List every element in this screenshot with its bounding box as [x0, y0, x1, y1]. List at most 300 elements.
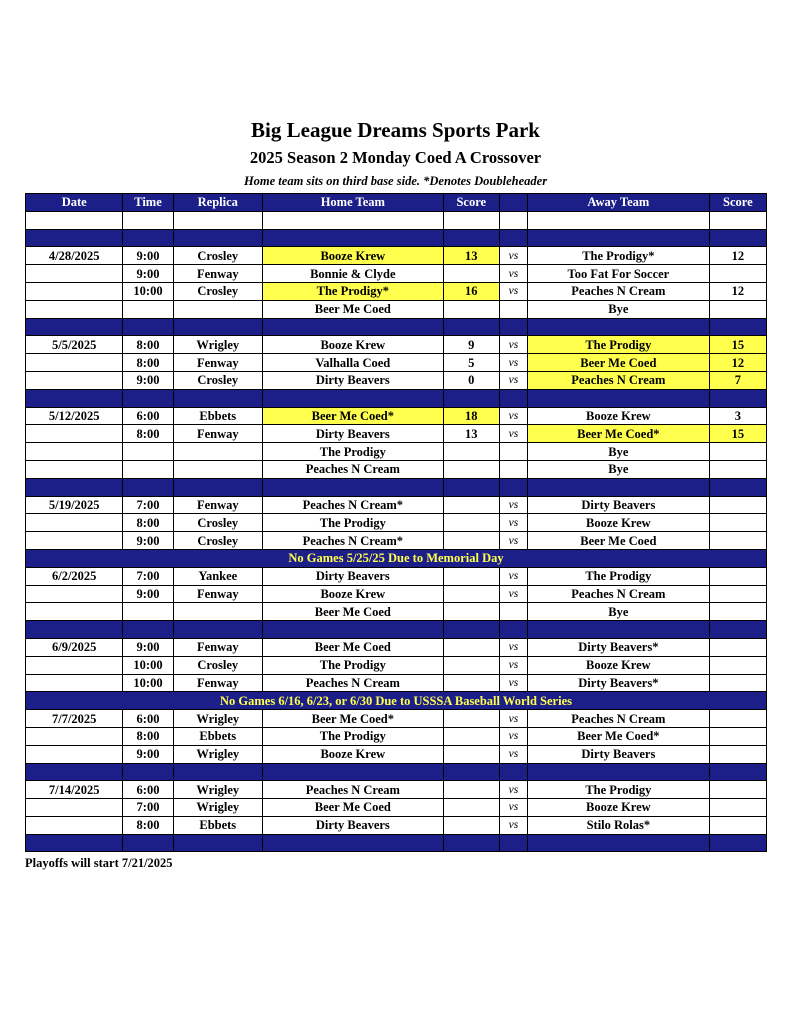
game-row	[26, 336, 767, 354]
away-score-cell	[709, 656, 766, 674]
away-score-cell: 15	[709, 336, 766, 354]
game-row	[26, 247, 767, 265]
time-cell: 10:00	[123, 674, 173, 692]
home-score-cell: 9	[443, 336, 499, 354]
replica-cell: Fenway	[173, 425, 262, 443]
empty-cell	[26, 318, 123, 336]
empty-cell	[26, 834, 123, 852]
vs-cell: vs	[499, 656, 527, 674]
time-cell: 9:00	[123, 585, 173, 603]
home-team-cell: The Prodigy	[262, 656, 443, 674]
vs-cell: vs	[499, 745, 527, 763]
home-team-cell: Booze Krew	[262, 247, 443, 265]
notice-row	[26, 692, 767, 710]
home-team-cell: Booze Krew	[262, 585, 443, 603]
home-score-cell	[443, 585, 499, 603]
replica-cell: Fenway	[173, 496, 262, 514]
away-team-cell: Booze Krew	[528, 656, 710, 674]
date-cell	[26, 585, 123, 603]
date-cell	[26, 514, 123, 532]
vs-cell: vs	[499, 425, 527, 443]
header-home-score: Score	[443, 194, 499, 212]
date-cell	[26, 371, 123, 389]
header-date: Date	[26, 194, 123, 212]
away-score-cell	[709, 781, 766, 799]
home-score-cell: 16	[443, 282, 499, 300]
home-team-cell: Beer Me Coed*	[262, 710, 443, 728]
time-cell	[123, 443, 173, 461]
empty-cell	[262, 478, 443, 496]
date-cell: 6/9/2025	[26, 638, 123, 656]
away-team-cell: Peaches N Cream	[528, 371, 710, 389]
empty-cell	[26, 389, 123, 407]
home-score-cell	[443, 265, 499, 283]
away-team-cell: Peaches N Cream	[528, 282, 710, 300]
vs-cell: vs	[499, 585, 527, 603]
home-score-cell	[443, 638, 499, 656]
time-cell: 7:00	[123, 799, 173, 817]
away-score-cell	[709, 567, 766, 585]
vs-cell: vs	[499, 336, 527, 354]
separator-row	[26, 229, 767, 247]
header-away-team: Away Team	[528, 194, 710, 212]
game-row	[26, 727, 767, 745]
game-row	[26, 799, 767, 817]
home-team-cell: Booze Krew	[262, 336, 443, 354]
home-score-cell	[443, 727, 499, 745]
time-cell	[123, 460, 173, 478]
time-cell: 8:00	[123, 514, 173, 532]
empty-cell	[443, 318, 499, 336]
date-cell	[26, 443, 123, 461]
game-row	[26, 496, 767, 514]
schedule-note: Home team sits on third base side. *Denotes Doubleheader	[243, 174, 548, 188]
empty-cell	[262, 834, 443, 852]
header-away-score: Score	[709, 194, 766, 212]
away-score-cell	[709, 674, 766, 692]
home-score-cell	[443, 745, 499, 763]
separator-row	[26, 389, 767, 407]
date-cell: 7/7/2025	[26, 710, 123, 728]
time-cell: 8:00	[123, 425, 173, 443]
away-score-cell	[709, 460, 766, 478]
time-cell: 6:00	[123, 781, 173, 799]
vs-cell: vs	[499, 282, 527, 300]
away-team-cell: Dirty Beavers	[528, 496, 710, 514]
time-cell: 8:00	[123, 727, 173, 745]
away-score-cell	[709, 496, 766, 514]
notice-text: No Games 6/16, 6/23, or 6/30 Due to USSSA Baseball World Series	[26, 692, 767, 710]
empty-cell	[123, 389, 173, 407]
replica-cell: Ebbets	[173, 727, 262, 745]
separator-row	[26, 478, 767, 496]
empty-cell	[26, 763, 123, 781]
vs-cell: vs	[499, 407, 527, 425]
empty-cell	[443, 621, 499, 639]
away-score-cell	[709, 585, 766, 603]
empty-cell	[173, 834, 262, 852]
separator-row	[26, 318, 767, 336]
home-score-cell	[443, 300, 499, 318]
header-row	[26, 194, 767, 212]
date-cell	[26, 354, 123, 372]
away-team-cell: Booze Krew	[528, 799, 710, 817]
date-cell	[26, 674, 123, 692]
header-time: Time	[123, 194, 173, 212]
empty-cell	[443, 211, 499, 229]
home-score-cell	[443, 781, 499, 799]
empty-cell	[123, 621, 173, 639]
empty-cell	[173, 763, 262, 781]
replica-cell: Crosley	[173, 247, 262, 265]
empty-cell	[123, 318, 173, 336]
replica-cell	[173, 300, 262, 318]
home-team-cell: Peaches N Cream*	[262, 532, 443, 550]
home-team-cell: Beer Me Coed	[262, 603, 443, 621]
vs-cell: vs	[499, 247, 527, 265]
separator-row	[26, 834, 767, 852]
empty-cell	[443, 229, 499, 247]
empty-cell	[709, 478, 766, 496]
away-score-cell: 12	[709, 354, 766, 372]
home-score-cell: 13	[443, 247, 499, 265]
vs-cell: vs	[499, 727, 527, 745]
game-row	[26, 265, 767, 283]
home-score-cell	[443, 443, 499, 461]
empty-cell	[528, 211, 710, 229]
date-cell	[26, 656, 123, 674]
game-row	[26, 407, 767, 425]
away-team-cell: Dirty Beavers*	[528, 638, 710, 656]
home-score-cell	[443, 514, 499, 532]
date-cell	[26, 282, 123, 300]
time-cell: 9:00	[123, 247, 173, 265]
replica-cell: Crosley	[173, 371, 262, 389]
replica-cell: Wrigley	[173, 799, 262, 817]
empty-cell	[528, 834, 710, 852]
empty-cell	[709, 763, 766, 781]
playoffs-note: Playoffs will start 7/21/2025	[25, 856, 173, 870]
date-cell: 7/14/2025	[26, 781, 123, 799]
empty-cell	[499, 478, 527, 496]
empty-cell	[528, 621, 710, 639]
away-team-cell: Beer Me Coed*	[528, 727, 710, 745]
empty-cell	[173, 389, 262, 407]
time-cell: 10:00	[123, 282, 173, 300]
game-row	[26, 354, 767, 372]
away-score-cell	[709, 603, 766, 621]
away-score-cell	[709, 532, 766, 550]
date-cell: 6/2/2025	[26, 567, 123, 585]
time-cell: 8:00	[123, 354, 173, 372]
away-score-cell	[709, 745, 766, 763]
time-cell: 8:00	[123, 816, 173, 834]
header-home-team: Home Team	[262, 194, 443, 212]
home-score-cell	[443, 603, 499, 621]
empty-cell	[443, 834, 499, 852]
replica-cell: Crosley	[173, 514, 262, 532]
away-score-cell	[709, 638, 766, 656]
vs-cell	[499, 603, 527, 621]
date-cell: 5/19/2025	[26, 496, 123, 514]
game-row	[26, 532, 767, 550]
empty-cell	[262, 389, 443, 407]
empty-cell	[709, 229, 766, 247]
time-cell: 9:00	[123, 265, 173, 283]
away-score-cell	[709, 300, 766, 318]
game-row	[26, 781, 767, 799]
home-score-cell	[443, 656, 499, 674]
home-team-cell: Beer Me Coed	[262, 799, 443, 817]
replica-cell: Wrigley	[173, 745, 262, 763]
time-cell: 9:00	[123, 532, 173, 550]
empty-cell	[262, 763, 443, 781]
empty-cell	[528, 478, 710, 496]
away-score-cell	[709, 710, 766, 728]
home-team-cell: Peaches N Cream	[262, 460, 443, 478]
replica-cell: Fenway	[173, 354, 262, 372]
home-score-cell: 18	[443, 407, 499, 425]
empty-cell	[709, 834, 766, 852]
empty-cell	[262, 229, 443, 247]
away-score-cell: 3	[709, 407, 766, 425]
empty-cell	[262, 621, 443, 639]
home-score-cell	[443, 816, 499, 834]
empty-cell	[26, 478, 123, 496]
replica-cell: Fenway	[173, 638, 262, 656]
vs-cell: vs	[499, 638, 527, 656]
blank-row	[26, 211, 767, 229]
game-row	[26, 638, 767, 656]
home-team-cell: Dirty Beavers	[262, 425, 443, 443]
vs-cell: vs	[499, 567, 527, 585]
replica-cell: Ebbets	[173, 816, 262, 834]
away-team-cell: The Prodigy*	[528, 247, 710, 265]
empty-cell	[443, 478, 499, 496]
date-cell	[26, 300, 123, 318]
away-score-cell: 15	[709, 425, 766, 443]
page-subtitle: 2025 Season 2 Monday Coed A Crossover	[249, 148, 542, 167]
away-team-cell: Dirty Beavers*	[528, 674, 710, 692]
time-cell	[123, 603, 173, 621]
empty-cell	[123, 211, 173, 229]
date-cell	[26, 425, 123, 443]
time-cell: 6:00	[123, 407, 173, 425]
away-team-cell: The Prodigy	[528, 781, 710, 799]
home-score-cell: 5	[443, 354, 499, 372]
away-team-cell: Bye	[528, 603, 710, 621]
home-team-cell: Peaches N Cream	[262, 781, 443, 799]
empty-cell	[26, 229, 123, 247]
empty-cell	[262, 211, 443, 229]
notice-text: No Games 5/25/25 Due to Memorial Day	[26, 549, 767, 567]
empty-cell	[173, 478, 262, 496]
empty-cell	[443, 389, 499, 407]
empty-cell	[26, 621, 123, 639]
home-score-cell	[443, 532, 499, 550]
vs-cell: vs	[499, 816, 527, 834]
separator-row	[26, 621, 767, 639]
home-score-cell	[443, 674, 499, 692]
away-team-cell: Beer Me Coed	[528, 354, 710, 372]
game-row	[26, 710, 767, 728]
empty-cell	[528, 763, 710, 781]
date-cell	[26, 745, 123, 763]
home-team-cell: Dirty Beavers	[262, 816, 443, 834]
game-row	[26, 371, 767, 389]
date-cell	[26, 460, 123, 478]
replica-cell	[173, 603, 262, 621]
empty-cell	[173, 318, 262, 336]
empty-cell	[499, 834, 527, 852]
replica-cell: Ebbets	[173, 407, 262, 425]
time-cell: 6:00	[123, 710, 173, 728]
empty-cell	[499, 229, 527, 247]
away-score-cell	[709, 443, 766, 461]
home-score-cell	[443, 710, 499, 728]
game-row	[26, 514, 767, 532]
home-score-cell	[443, 460, 499, 478]
time-cell	[123, 300, 173, 318]
away-score-cell: 12	[709, 282, 766, 300]
empty-cell	[709, 621, 766, 639]
vs-cell	[499, 300, 527, 318]
vs-cell: vs	[499, 496, 527, 514]
empty-cell	[709, 318, 766, 336]
replica-cell: Crosley	[173, 532, 262, 550]
replica-cell	[173, 443, 262, 461]
empty-cell	[443, 763, 499, 781]
time-cell: 8:00	[123, 336, 173, 354]
away-team-cell: Booze Krew	[528, 407, 710, 425]
empty-cell	[123, 834, 173, 852]
empty-cell	[499, 318, 527, 336]
home-team-cell: Peaches N Cream	[262, 674, 443, 692]
empty-cell	[709, 211, 766, 229]
home-score-cell	[443, 799, 499, 817]
vs-cell: vs	[499, 781, 527, 799]
vs-cell: vs	[499, 799, 527, 817]
vs-cell: vs	[499, 514, 527, 532]
game-row	[26, 745, 767, 763]
empty-cell	[262, 318, 443, 336]
empty-cell	[123, 763, 173, 781]
replica-cell: Fenway	[173, 674, 262, 692]
empty-cell	[709, 389, 766, 407]
game-row	[26, 425, 767, 443]
replica-cell: Fenway	[173, 265, 262, 283]
game-row	[26, 656, 767, 674]
replica-cell: Wrigley	[173, 336, 262, 354]
away-team-cell: Bye	[528, 460, 710, 478]
replica-cell	[173, 460, 262, 478]
home-score-cell	[443, 496, 499, 514]
away-team-cell: The Prodigy	[528, 336, 710, 354]
home-team-cell: Valhalla Coed	[262, 354, 443, 372]
empty-cell	[173, 621, 262, 639]
game-row	[26, 674, 767, 692]
home-team-cell: The Prodigy	[262, 727, 443, 745]
game-row	[26, 603, 767, 621]
empty-cell	[26, 211, 123, 229]
empty-cell	[528, 318, 710, 336]
empty-cell	[123, 478, 173, 496]
away-team-cell: The Prodigy	[528, 567, 710, 585]
home-team-cell: The Prodigy	[262, 443, 443, 461]
schedule-table	[25, 193, 767, 852]
home-team-cell: Bonnie & Clyde	[262, 265, 443, 283]
time-cell: 10:00	[123, 656, 173, 674]
vs-cell: vs	[499, 710, 527, 728]
game-row	[26, 816, 767, 834]
away-score-cell: 12	[709, 247, 766, 265]
home-team-cell: Beer Me Coed	[262, 638, 443, 656]
away-team-cell: Booze Krew	[528, 514, 710, 532]
time-cell: 7:00	[123, 496, 173, 514]
home-team-cell: Peaches N Cream*	[262, 496, 443, 514]
home-team-cell: Beer Me Coed	[262, 300, 443, 318]
away-team-cell: Beer Me Coed	[528, 532, 710, 550]
empty-cell	[173, 211, 262, 229]
replica-cell: Crosley	[173, 282, 262, 300]
empty-cell	[528, 389, 710, 407]
away-score-cell	[709, 265, 766, 283]
date-cell	[26, 265, 123, 283]
empty-cell	[123, 229, 173, 247]
game-row	[26, 282, 767, 300]
empty-cell	[499, 389, 527, 407]
separator-row	[26, 763, 767, 781]
date-cell: 5/12/2025	[26, 407, 123, 425]
home-score-cell: 0	[443, 371, 499, 389]
away-team-cell: Peaches N Cream	[528, 710, 710, 728]
vs-cell: vs	[499, 265, 527, 283]
game-row	[26, 460, 767, 478]
home-team-cell: Dirty Beavers	[262, 567, 443, 585]
home-team-cell: Dirty Beavers	[262, 371, 443, 389]
vs-cell: vs	[499, 674, 527, 692]
replica-cell: Crosley	[173, 656, 262, 674]
game-row	[26, 567, 767, 585]
home-team-cell: Beer Me Coed*	[262, 407, 443, 425]
away-score-cell: 7	[709, 371, 766, 389]
away-score-cell	[709, 727, 766, 745]
vs-cell	[499, 443, 527, 461]
date-cell: 5/5/2025	[26, 336, 123, 354]
away-team-cell: Too Fat For Soccer	[528, 265, 710, 283]
date-cell	[26, 816, 123, 834]
header-vs	[499, 194, 527, 212]
header-replica: Replica	[173, 194, 262, 212]
page-title: Big League Dreams Sports Park	[251, 118, 540, 142]
date-cell	[26, 799, 123, 817]
time-cell: 9:00	[123, 745, 173, 763]
date-cell	[26, 727, 123, 745]
time-cell: 7:00	[123, 567, 173, 585]
time-cell: 9:00	[123, 371, 173, 389]
away-score-cell	[709, 514, 766, 532]
away-team-cell: Beer Me Coed*	[528, 425, 710, 443]
away-team-cell: Bye	[528, 300, 710, 318]
vs-cell: vs	[499, 354, 527, 372]
away-team-cell: Bye	[528, 443, 710, 461]
vs-cell: vs	[499, 532, 527, 550]
vs-cell	[499, 460, 527, 478]
date-cell: 4/28/2025	[26, 247, 123, 265]
empty-cell	[499, 763, 527, 781]
replica-cell: Fenway	[173, 585, 262, 603]
vs-cell: vs	[499, 371, 527, 389]
